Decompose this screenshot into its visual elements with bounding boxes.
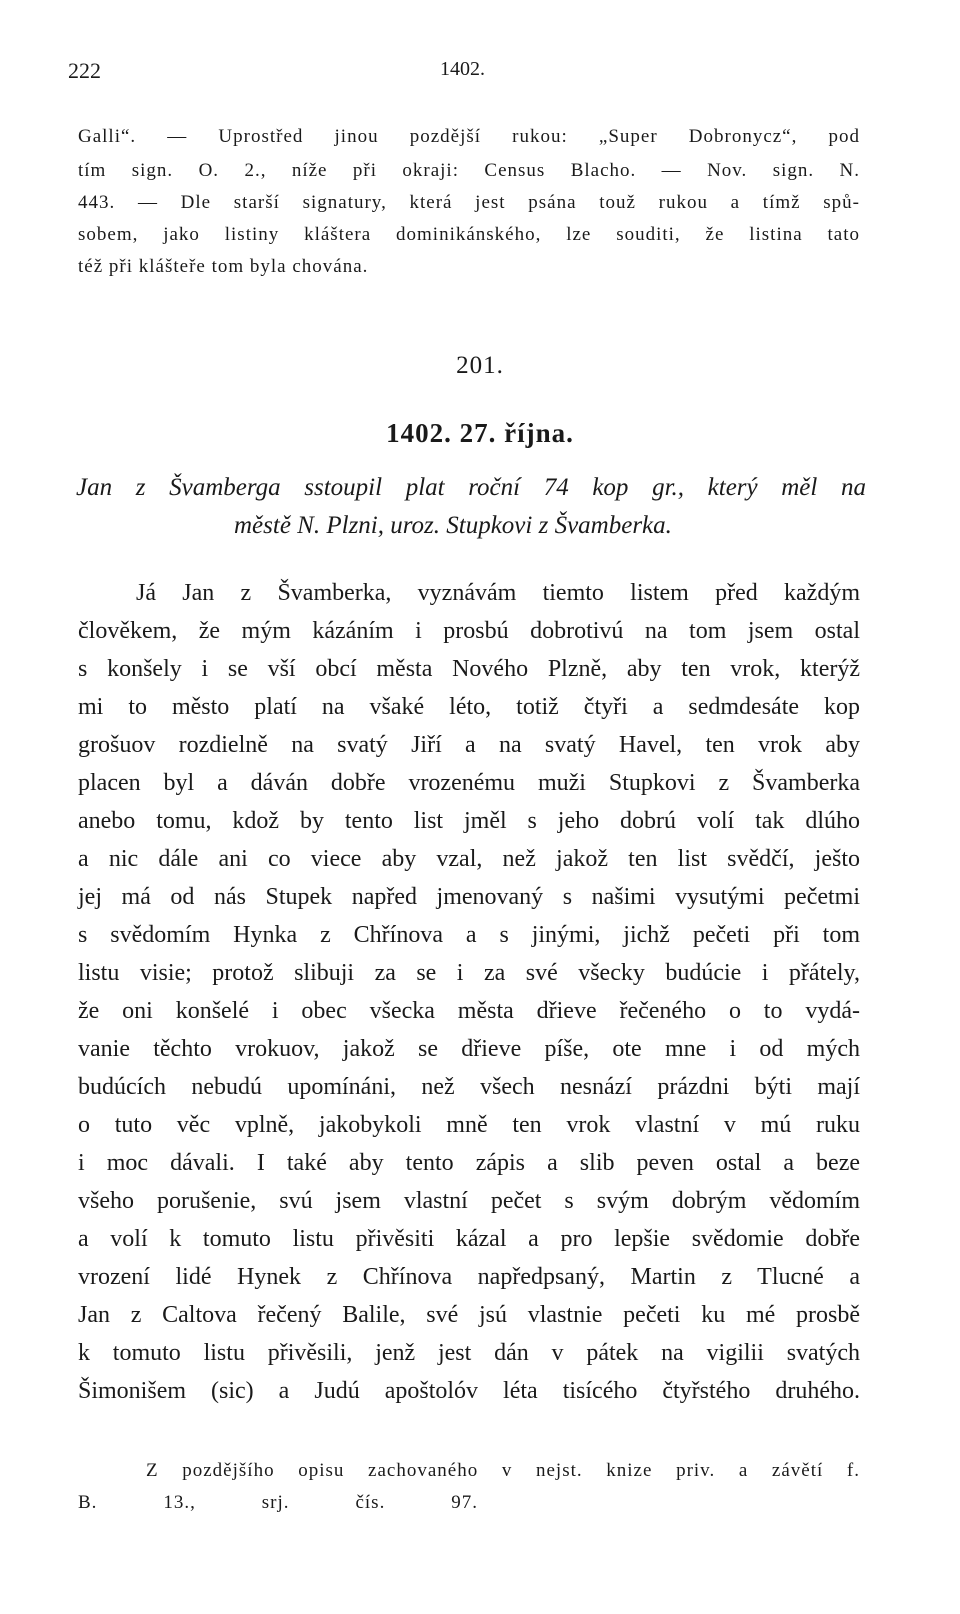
- text-line: všeho porušenie, svú jsem vlastní pečet s svým dobrým vědomím: [78, 1188, 860, 1214]
- text-line: Já Jan z Švamberka, vyznávám tiemto listem před každým: [136, 580, 860, 606]
- text-line: anebo tomu, kdož by tento list jměl s jeho dobrú volí tak dlúho: [78, 808, 860, 834]
- text-line: člověkem, že mým kázáním i prosbú dobrotivú na tom jsem ostal: [78, 618, 860, 644]
- note-line: též při klášteře tom byla chována.: [78, 256, 369, 277]
- text-line: i moc dávali. I také aby tento zápis a slib peven ostal a beze: [78, 1150, 860, 1176]
- page-number: 222: [68, 58, 101, 83]
- note-line: tím sign. O. 2., níže při okraji: Census Blacho. — Nov. sign. N.: [78, 160, 860, 181]
- source-line: B. 13., srj. čís. 97.: [78, 1492, 478, 1513]
- text-line: vrození lidé Hynek z Chřínova napředpsaný, Martin z Tlucné a: [78, 1264, 860, 1290]
- regest-line: Jan z Švamberga sstoupil plat roční 74 kop gr., který měl na: [76, 474, 866, 501]
- text-line: Šimonišem (sic) a Judú apoštolóv léta tisícého čtyřstého druhého.: [78, 1378, 860, 1404]
- document-number: 201.: [456, 352, 504, 379]
- text-line: listu visie; protož slibuji za se i za své všecky budúcie i přátely,: [78, 960, 860, 986]
- text-line: a nic dále ani co viece aby vzal, než jakož ten list svědčí, ješto: [78, 846, 860, 872]
- text-line: a volí k tomuto listu přivěsiti kázal a pro lepšie svědomie dobře: [78, 1226, 860, 1252]
- text-line: vanie těchto vrokuov, jakož se dřieve píše, ote mne i od mých: [78, 1036, 860, 1062]
- text-line: placen byl a dáván dobře vrozenému muži Stupkovi z Švamberka: [78, 770, 860, 796]
- text-line: že oni konšelé i obec všecka města dřieve řečeného o to vydá-: [78, 998, 860, 1024]
- running-head: 1402.: [440, 58, 485, 80]
- text-line: s svědomím Hynka z Chřínova a s jinými, jichž pečeti při tom: [78, 922, 860, 948]
- note-line: Galli“. — Uprostřed jinou pozdější rukou: „Super Dobronycz“, pod: [78, 126, 860, 147]
- source-line: Z pozdějšího opisu zachovaného v nejst. knize priv. a závětí f.: [146, 1460, 860, 1481]
- regest-line: městě N. Plzni, uroz. Stupkovi z Švamberka.: [234, 512, 672, 539]
- text-line: o tuto věc vplně, jakobykoli mně ten vrok vlastní v mú ruku: [78, 1112, 860, 1138]
- document-date: 1402. 27. října.: [386, 418, 574, 448]
- note-line: 443. — Dle starší signatury, která jest psána touž rukou a tímž spů-: [78, 192, 860, 213]
- text-line: budúcích nebudú upomínáni, než všech nesnází prázdni býti mají: [78, 1074, 860, 1100]
- text-line: s konšely i se vší obcí města Nového Plzně, aby ten vrok, kterýž: [78, 656, 860, 682]
- text-line: grošuov rozdielně na svatý Jiří a na svatý Havel, ten vrok aby: [78, 732, 860, 758]
- note-line: sobem, jako listiny kláštera dominikánského, lze souditi, že listina tato: [78, 224, 860, 245]
- page-header: [68, 58, 872, 92]
- text-line: Jan z Caltova řečený Balile, své jsú vlastnie pečeti ku mé prosbě: [78, 1302, 860, 1328]
- text-line: mi to město platí na všaké léto, totiž čtyři a sedmdesáte kop: [78, 694, 860, 720]
- text-line: k tomuto listu přivěsili, jenž jest dán v pátek na vigilii svatých: [78, 1340, 860, 1366]
- text-line: jej má od nás Stupek napřed jmenovaný s našimi vysutými pečetmi: [78, 884, 860, 910]
